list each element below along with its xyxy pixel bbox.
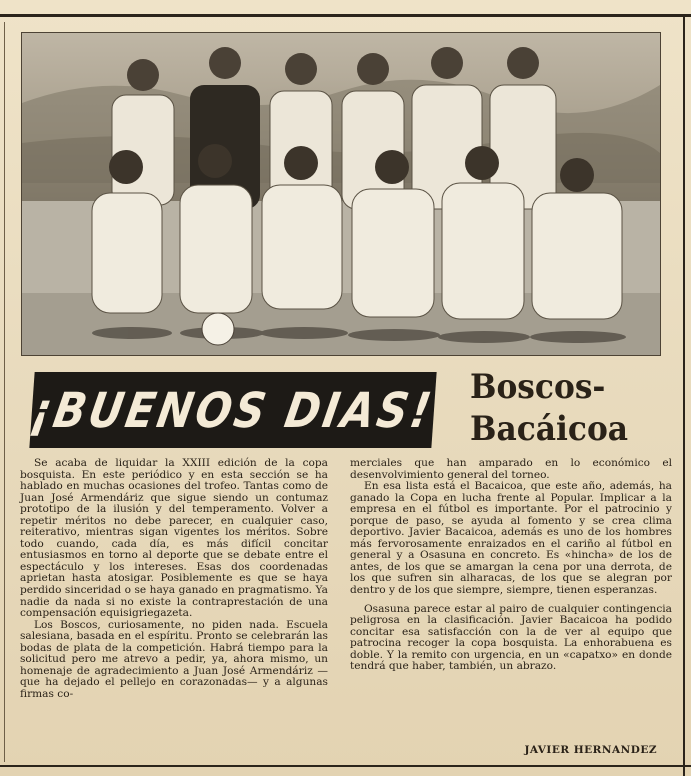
author-signature: JAVIER HERNANDEZ [524,744,657,756]
paragraph-right-3: Osasuna parece estar al pairo de cualquier contingencia peligrosa en la clasificación. Javier Bacaicoa ha podido concitar esa satisfacción con la de ver al equipo que patrocina recoger la copa bosquista. La enhorabuena es doble. Y la remito con urgencia, en un «capatxo» en donde tendrá que haber, también, un abrazo. [350,602,672,673]
article-title-line-2: Bacáicoa [470,409,629,449]
headline-banner [27,372,439,448]
paragraph-right-2: En esa lista está el Bacaicoa, que este año, además, ha ganado la Copa en lucha frente al Popular. Implicar a la empresa en el fútbol es importante. Por el patrocinio y porque de paso, se ayuda al fomento y se crea clima deportivo. Javier Bacaicoa, además es uno de los hombres más fervorosamente enraizados en el cariño al fútbol en general y a Osasuna en concreto. Es «hincha» de los de antes, de los que se amargan la cena por una derrota, de los que sufren sin alharacas, de los que se alegran por dentro y de los que siempre, siempre, tienen esperanzas. [350,480,672,597]
paragraph-right-1: merciales que han amparado en lo económico el desenvolvimiento general del torneo. [350,457,672,481]
body-column-right [350,458,672,673]
top-rule [0,14,691,17]
article-title-line-1: Boscos- [470,367,606,407]
team-photograph [21,32,661,356]
headline-banner-text: ¡BUENOS DIAS! [27,381,439,439]
left-rule [4,22,5,762]
paragraph-left-2: Los Boscos, curiosamente, no piden nada. Escuela salesiana, basada en el espíritu. Pronto se celebrarán las bodas de plata de la competición. Habrá tiempo para la solicitud pero me atrevo a pedir, ya, ahora mismo, un homenaje de agradecimiento a Juan José Armendáriz —que ha dejado el pellejo en corazonadas— y a algunas firmas co- [20,618,328,700]
body-column-left [20,458,328,700]
right-rule [683,14,685,776]
paragraph-left-1: Se acaba de liquidar la XXIII edición de la copa bosquista. En este periódico y en esta sección se ha hablado en muchas ocasiones del trofeo. Tantas como de Juan José Armendáriz que sigue siendo un contumaz prototipo de la ilusión y del temperamento. Volver a repetir méritos no debe parecer, en cualquier caso, reiterativo, mientras sigan vigentes los méritos. Sobre todo cuando, cada día, es más difícil concitar entusiasmos en torno al deporte que se debate entre el espectáculo y los intereses. Esas dos coordenadas aprietan hasta atosigar. Posiblemente es que se haya perdido sinceridad o se haya ganado en pragmatismo. Ya nadie da nada si no existe la contraprestación de una compensación equisigriegazeta. [20,457,328,620]
article-title [470,366,654,450]
bottom-rule [0,765,691,767]
team-photo-illustration [22,33,660,355]
